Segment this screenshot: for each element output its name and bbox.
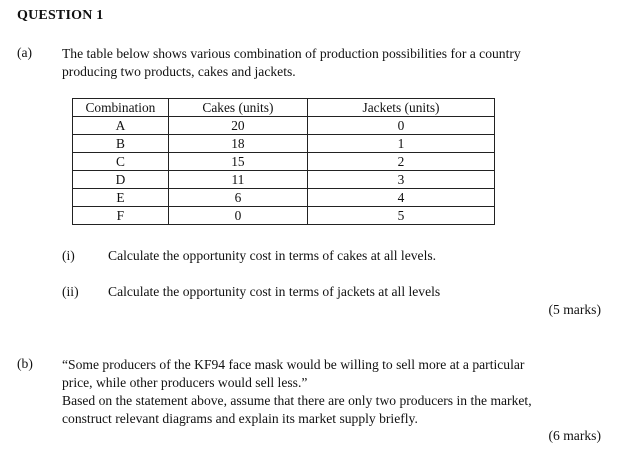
part-a-intro [62, 45, 521, 81]
cell-combination: F [73, 207, 169, 225]
part-b-label: (b) [17, 356, 33, 371]
intro-line: The table below shows various combination of production possibilities for a country [62, 46, 521, 61]
header-cakes: Cakes (units) [168, 99, 307, 117]
part-b-line: Based on the statement above, assume that there are only two producers in the market, [62, 393, 532, 408]
sub-question-number: (ii) [62, 284, 79, 299]
header-jackets: Jackets (units) [308, 99, 495, 117]
table-row [73, 207, 495, 225]
cell-combination: D [73, 171, 169, 189]
table-row [73, 189, 495, 207]
table-header-row [73, 99, 495, 117]
cell-combination: A [73, 117, 169, 135]
cell-jackets: 5 [308, 207, 495, 225]
cell-cakes: 20 [168, 117, 307, 135]
cell-combination: C [73, 153, 169, 171]
cell-cakes: 18 [168, 135, 307, 153]
table-row [73, 117, 495, 135]
intro-line: producing two products, cakes and jackets. [62, 64, 296, 79]
cell-cakes: 15 [168, 153, 307, 171]
cell-combination: B [73, 135, 169, 153]
cell-cakes: 6 [168, 189, 307, 207]
part-a-label: (a) [17, 45, 33, 60]
cell-combination: E [73, 189, 169, 207]
question-title: QUESTION 1 [17, 8, 104, 23]
part-b-line: construct relevant diagrams and explain its market supply briefly. [62, 411, 418, 426]
cell-jackets: 3 [308, 171, 495, 189]
sub-question-text: Calculate the opportunity cost in terms of cakes at all levels. [108, 248, 437, 263]
part-b-marks: (6 marks) [548, 428, 601, 443]
table-row [73, 135, 495, 153]
production-possibilities-table [72, 98, 495, 225]
cell-jackets: 2 [308, 153, 495, 171]
sub-question-text: Calculate the opportunity cost in terms of jackets at all levels [108, 284, 441, 299]
sub-question-number: (i) [62, 248, 75, 263]
part-b-text [62, 356, 532, 428]
header-combination: Combination [73, 99, 169, 117]
part-a-marks: (5 marks) [548, 302, 601, 317]
cell-jackets: 4 [308, 189, 495, 207]
table-row [73, 153, 495, 171]
cell-cakes: 0 [168, 207, 307, 225]
table-row [73, 171, 495, 189]
cell-cakes: 11 [168, 171, 307, 189]
part-b-line: price, while other producers would sell less.” [62, 375, 308, 390]
cell-jackets: 1 [308, 135, 495, 153]
cell-jackets: 0 [308, 117, 495, 135]
part-b-line: “Some producers of the KF94 face mask would be willing to sell more at a particular [62, 357, 525, 372]
